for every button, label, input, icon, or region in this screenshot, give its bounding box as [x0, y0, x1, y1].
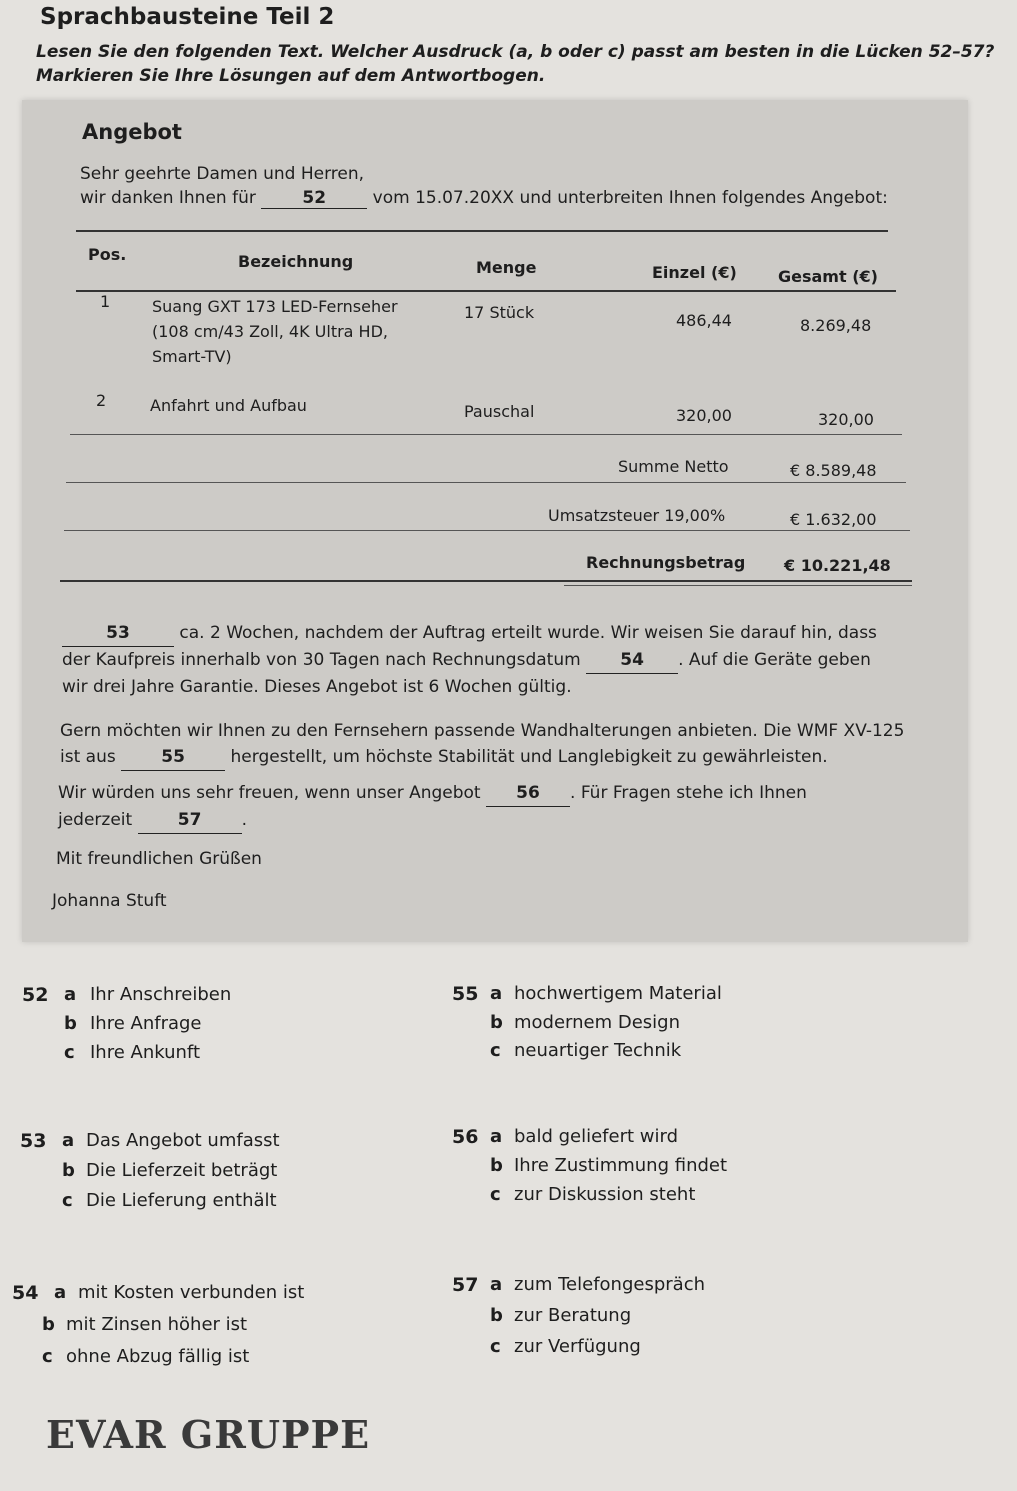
option-56-a[interactable]: bald geliefert wird — [514, 1126, 679, 1147]
summary-rule-double-2 — [564, 585, 912, 586]
option-55-a[interactable]: hochwertigem Material — [514, 983, 722, 1004]
option-55-b[interactable]: modernem Design — [514, 1012, 681, 1033]
row2-unit: 320,00 — [676, 406, 732, 425]
summary-netto-label: Summe Netto — [618, 457, 729, 476]
row2-desc: Anfahrt und Aufbau — [150, 396, 307, 415]
row1-total: 8.269,48 — [800, 316, 872, 335]
row1-unit: 486,44 — [676, 311, 732, 330]
option-52-a[interactable]: Ihr Anschreiben — [90, 984, 232, 1005]
th-gesamt: Gesamt (€) — [778, 267, 878, 286]
option-57-a[interactable]: zum Telefongespräch — [514, 1274, 705, 1295]
summary-rule-double-1 — [60, 580, 912, 582]
th-menge: Menge — [476, 258, 537, 277]
gap-54[interactable]: 54 — [586, 647, 678, 674]
publisher-logo: EVAR GRUPPE — [46, 1412, 371, 1457]
row1-pos: 1 — [100, 292, 111, 311]
instructions — [36, 40, 995, 88]
summary-rule-1 — [66, 482, 906, 483]
th-pos: Pos. — [88, 245, 127, 264]
gap-53[interactable]: 53 — [62, 620, 174, 647]
option-56-b[interactable]: Ihre Zustimmung findet — [514, 1155, 728, 1176]
summary-ust-label: Umsatzsteuer 19,00% — [548, 506, 726, 525]
option-54-c[interactable]: ohne Abzug fällig ist — [66, 1346, 250, 1367]
section-heading: Sprachbausteine Teil 2 — [40, 4, 335, 30]
gap-57[interactable]: 57 — [138, 807, 242, 834]
row2-total: 320,00 — [818, 410, 874, 429]
row-rule — [70, 434, 902, 435]
summary-total-value: € 10.221,48 — [784, 556, 891, 575]
th-bezeichnung: Bezeichnung — [238, 252, 354, 271]
option-57-b[interactable]: zur Beratung — [514, 1305, 632, 1326]
option-54-a[interactable]: mit Kosten verbunden ist — [78, 1282, 305, 1303]
signature: Johanna Stuft — [52, 891, 167, 911]
paragraph-2: Gern möchten wir Ihnen zu den Fernsehern passende Wandhalterungen anbieten. Die WMF XV-125 ist aus 55 hergestellt, um höchste Stabilität und Langlebigkeit zu gewährleisten. — [60, 718, 904, 771]
letter-title: Angebot — [82, 120, 182, 144]
instructions-line-2: Markieren Sie Ihre Lösungen auf dem Antwortbogen. — [36, 66, 546, 86]
gap-55[interactable]: 55 — [121, 744, 225, 771]
intro-line: wir danken Ihnen für 52 vom 15.07.20XX und unterbreiten Ihnen folgendes Angebot: — [80, 188, 888, 208]
option-53-c[interactable]: Die Lieferung enthält — [86, 1190, 277, 1211]
summary-netto-value: € 8.589,48 — [790, 461, 877, 480]
instructions-line-1: Lesen Sie den folgenden Text. Welcher Ausdruck (a, b oder c) passt am besten in die Lücken 52–57? — [36, 42, 995, 62]
salutation: Sehr geehrte Damen und Herren, — [80, 164, 365, 184]
paragraph-3: Wir würden uns sehr freuen, wenn unser Angebot 56 . Für Fragen stehe ich Ihnen jederzeit 57 . — [58, 780, 807, 834]
summary-rule-2 — [64, 530, 910, 531]
option-52-b[interactable]: Ihre Anfrage — [90, 1013, 202, 1034]
gap-56[interactable]: 56 — [486, 780, 570, 807]
table-header-rule — [76, 290, 896, 292]
option-56-c[interactable]: zur Diskussion steht — [514, 1184, 696, 1205]
option-52-c[interactable]: Ihre Ankunft — [90, 1042, 201, 1063]
option-53-a[interactable]: Das Angebot umfasst — [86, 1130, 280, 1151]
option-53-b[interactable]: Die Lieferzeit beträgt — [86, 1160, 278, 1181]
th-einzel: Einzel (€) — [652, 263, 737, 282]
row1-desc-3: Smart-TV) — [152, 347, 232, 366]
row1-desc-2: (108 cm/43 Zoll, 4K Ultra HD, — [152, 322, 388, 341]
row1-qty: 17 Stück — [464, 303, 535, 322]
row2-qty: Pauschal — [464, 402, 535, 421]
option-55-c[interactable]: neuartiger Technik — [514, 1040, 682, 1061]
row2-pos: 2 — [96, 391, 107, 410]
option-54-b[interactable]: mit Zinsen höher ist — [66, 1314, 248, 1335]
gap-52[interactable]: 52 — [261, 188, 367, 209]
paragraph-1: 53 ca. 2 Wochen, nachdem der Auftrag erteilt wurde. Wir weisen Sie darauf hin, dass der Kaufpreis innerhalb von 30 Tagen nach Rechnungsdatum 54 . Auf die Geräte geben wir drei Jahre Garantie. Dieses Angebot ist 6 Wochen gültig. — [62, 620, 877, 700]
summary-total-label: Rechnungsbetrag — [586, 553, 746, 572]
closing: Mit freundlichen Grüßen — [56, 849, 262, 869]
row1-desc-1: Suang GXT 173 LED-Fernseher — [152, 297, 398, 316]
option-57-c[interactable]: zur Verfügung — [514, 1336, 641, 1357]
table-top-rule — [76, 230, 888, 232]
summary-ust-value: € 1.632,00 — [790, 510, 877, 529]
